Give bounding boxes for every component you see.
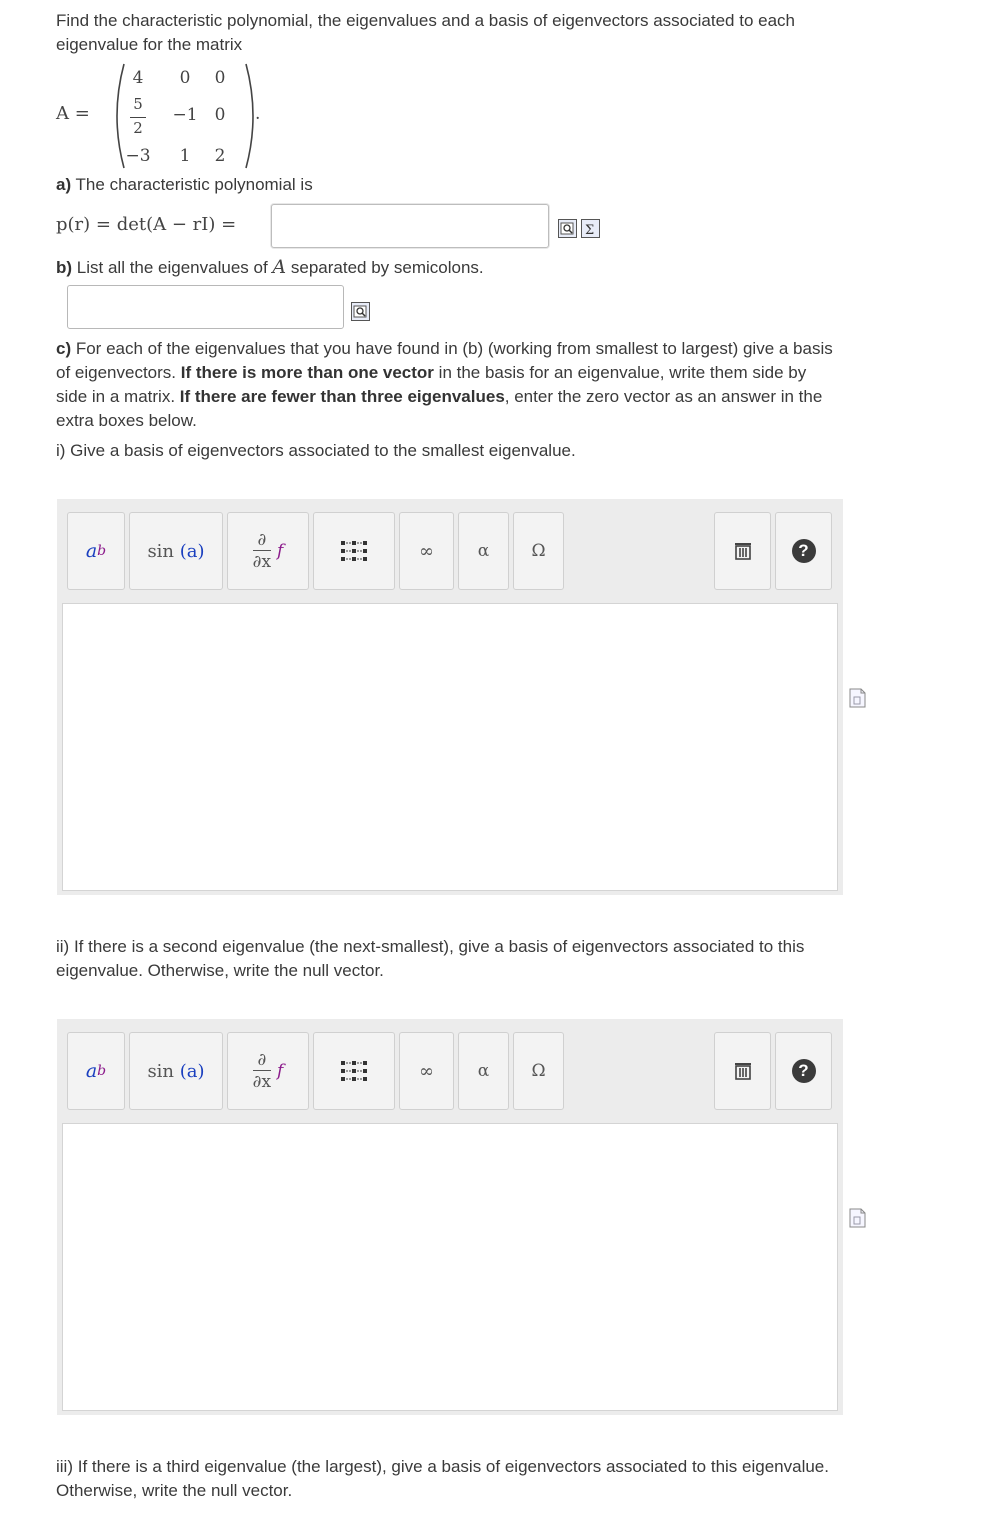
answer-editor-2-area[interactable]	[62, 1123, 838, 1411]
matrix-cell-r1c3: 0	[214, 68, 226, 88]
partial-derivative-button[interactable]: ∂ ∂x f	[227, 512, 309, 590]
part-ii-line-1: ii) If there is a second eigenvalue (the next-smallest), give a basis of eigenvectors associated to this	[56, 937, 805, 956]
partial-derivative-button[interactable]: ∂ ∂x f	[227, 1032, 309, 1110]
help-button[interactable]	[775, 512, 832, 590]
char-poly-input[interactable]	[271, 204, 549, 248]
matrix-cell-r1c1: 4	[132, 68, 144, 88]
char-poly-formula: p(r) = det(A − rI) =	[56, 214, 237, 235]
power-button[interactable]: a b	[67, 512, 125, 590]
part-c-line-1: c) For each of the eigenvalues that you have found in (b) (working from smallest to largest) give a basis	[56, 339, 833, 358]
sin-button[interactable]: sin (a)	[129, 512, 223, 590]
part-c-line-3: side in a matrix. If there are fewer than three eigenvalues, enter the zero vector as an answer in the	[56, 387, 823, 406]
matrix-cell-r2c2: −1	[172, 105, 198, 125]
math-toolbar	[57, 1019, 843, 1123]
part-iii-line-1: iii) If there is a third eigenvalue (the largest), give a basis of eigenvectors associated to this eigenvalue.	[56, 1457, 829, 1476]
trash-icon	[733, 541, 753, 561]
greek-upper-button[interactable]: Ω	[513, 1032, 564, 1110]
preview-icon[interactable]	[558, 219, 577, 238]
part-ii-line-2: eigenvalue. Otherwise, write the null vector.	[56, 961, 384, 980]
greek-lower-button[interactable]: α	[458, 1032, 509, 1110]
matrix-cell-r3c2: 1	[179, 146, 191, 166]
answer-editor-1-area[interactable]	[62, 603, 838, 891]
part-a-heading: a) The characteristic polynomial is	[56, 175, 313, 194]
matrix-label: A =	[56, 103, 90, 124]
preview-doc-icon[interactable]	[849, 1208, 866, 1228]
matrix-cell-r2c3: 0	[214, 105, 226, 125]
matrix-button[interactable]	[313, 512, 395, 590]
part-c-line-2: of eigenvectors. If there is more than one vector in the basis for an eigenvalue, write them side by	[56, 363, 807, 382]
math-toolbar	[57, 499, 843, 603]
trash-button[interactable]	[714, 1032, 771, 1110]
part-iii-line-2: Otherwise, write the null vector.	[56, 1481, 293, 1500]
matrix-period: .	[255, 104, 261, 124]
fraction-bar	[130, 117, 146, 118]
greek-lower-button[interactable]: α	[458, 512, 509, 590]
matrix-cell-r1c2: 0	[179, 68, 191, 88]
help-icon: ?	[792, 539, 816, 563]
answer-editor-2	[57, 1123, 843, 1415]
part-c-line-4: extra boxes below.	[56, 411, 197, 430]
preview-doc-icon[interactable]	[849, 688, 866, 708]
trash-button[interactable]	[714, 512, 771, 590]
equation-editor-icon[interactable]	[581, 219, 600, 238]
part-i-text: i) Give a basis of eigenvectors associated to the smallest eigenvalue.	[56, 441, 576, 460]
help-icon: ?	[792, 1059, 816, 1083]
answer-editor-1	[57, 603, 843, 895]
infinity-button[interactable]: ∞	[399, 512, 454, 590]
matrix-grid-icon	[340, 540, 368, 562]
matrix-cell-r3c3: 2	[214, 146, 226, 166]
sin-button[interactable]: sin (a)	[129, 1032, 223, 1110]
matrix-frac-denominator: 2	[133, 119, 143, 137]
matrix-grid-icon	[340, 1060, 368, 1082]
eigenvalues-input[interactable]	[67, 285, 344, 329]
matrix-cell-r3c1: −3	[125, 146, 151, 166]
power-button[interactable]: a b	[67, 1032, 125, 1110]
preview-icon[interactable]	[351, 302, 370, 321]
svg-text:Σ: Σ	[585, 223, 595, 237]
intro-line-2: eigenvalue for the matrix	[56, 35, 243, 54]
part-b-heading: b) List all the eigenvalues of A separated by semicolons.	[56, 256, 484, 278]
trash-icon	[733, 1061, 753, 1081]
infinity-button[interactable]: ∞	[399, 1032, 454, 1110]
greek-upper-button[interactable]: Ω	[513, 512, 564, 590]
help-button[interactable]	[775, 1032, 832, 1110]
matrix-button[interactable]	[313, 1032, 395, 1110]
intro-line-1: Find the characteristic polynomial, the eigenvalues and a basis of eigenvectors associated to each	[56, 11, 795, 30]
matrix-frac-numerator: 5	[133, 95, 143, 113]
